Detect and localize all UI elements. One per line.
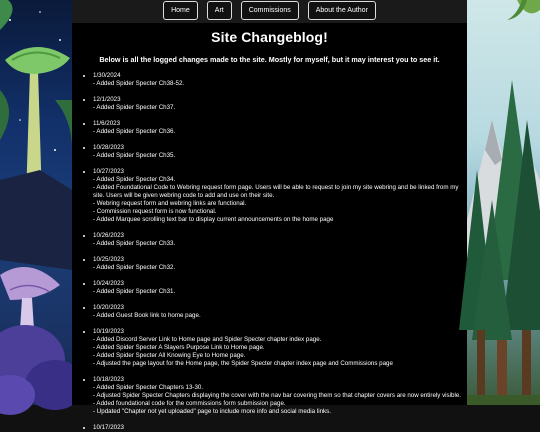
entry-change-line: - Added Spider Specter Ch37. — [93, 104, 176, 111]
changelog-entry — [93, 120, 467, 136]
page-intro: Below is all the logged changes made to the site. Mostly for myself, but it may interest you to see it. — [99, 55, 440, 64]
entry-change-line: - Added Spider Specter All Knowing Eye to Home page. — [93, 352, 246, 359]
entry-change-line: - Added Discord Server Link to Home page and Spider Specter chapter index page. — [93, 336, 322, 343]
changelog-list — [72, 72, 467, 432]
entry-change-line: - Added Spider Specter Ch33. — [93, 240, 176, 247]
changelog-entry — [93, 424, 467, 432]
entry-date: • 10/27/2023 — [93, 168, 124, 175]
changelog-entry — [93, 144, 467, 160]
nav-commissions-button[interactable]: Commissions — [241, 1, 299, 20]
entry-change-line: - Added Spider Specter Ch38-52. — [93, 80, 185, 87]
changelog-entry — [93, 328, 467, 368]
changelog-entry — [93, 72, 467, 88]
right-decorative-artwork — [467, 0, 540, 405]
entry-change-line: - Webring request form and webring links are functional. — [93, 200, 247, 207]
entry-date: • 10/20/2023 — [93, 304, 124, 311]
entry-date: • 10/24/2023 — [93, 280, 124, 287]
entry-change-line: - Added Spider Specter Ch31. — [93, 288, 176, 295]
changelog-entry — [93, 168, 467, 224]
entry-change-line: - Adjusted the page layout for the Home page, the Spider Specter chapter index page and Commissions page — [93, 360, 393, 367]
page-title: Site Changeblog! — [211, 29, 328, 45]
nav-art-button[interactable]: Art — [207, 1, 232, 20]
top-nav-bar — [72, 0, 467, 23]
changelog-entry — [93, 376, 467, 416]
mountain-forest-illustration — [467, 0, 540, 405]
entry-date: • 10/19/2023 — [93, 328, 124, 335]
entry-change-line: - Added Spider Specter Ch35. — [93, 152, 176, 159]
entry-change-line: - Added foundational code for the commissions form submission page. — [93, 400, 286, 407]
entry-date: • 10/28/2023 — [93, 144, 124, 151]
entry-date: • 12/1/2023 — [93, 96, 121, 103]
entry-change-line: - Adjusted Spider Specter Chapters displaying the cover with the nav bar covering them so that chapter covers are now entirely visible. — [93, 392, 462, 399]
changelog-entry — [93, 96, 467, 112]
nav-home-button[interactable]: Home — [163, 1, 198, 20]
entry-date: • 10/17/2023 — [93, 424, 124, 431]
entry-date: • 10/26/2023 — [93, 232, 124, 239]
entry-date: • 11/6/2023 — [93, 120, 121, 127]
entry-date: • 10/25/2023 — [93, 256, 124, 263]
entry-date: • 1/30/2024 — [93, 72, 121, 79]
entry-date: • 10/18/2023 — [93, 376, 124, 383]
entry-change-line: - Added Guest Book link to home page. — [93, 312, 201, 319]
left-decorative-artwork — [0, 0, 72, 405]
entry-change-line: - Added Spider Specter Chapters 13-30. — [93, 384, 204, 391]
entry-change-line: - Added Spider Specter Ch32. — [93, 264, 176, 271]
entry-change-line: - Updated "Chapter not yet uploaded" page to include more info and social media links. — [93, 408, 331, 415]
fantasy-landscape-illustration — [0, 0, 72, 405]
main-content — [72, 0, 467, 431]
entry-change-line: - Added Spider Specter Ch34. — [93, 176, 176, 183]
entry-change-line: - Added Spider Specter Ch36. — [93, 128, 176, 135]
entry-change-line: - Added Spider Specter A Slayers Purpose Link to Home page. — [93, 344, 265, 351]
changelog-entry — [93, 304, 467, 320]
entry-change-line: - Added Marquee scrolling text bar to display current announcements on the home page — [93, 216, 334, 223]
changelog-entry — [93, 232, 467, 248]
changelog-entry — [93, 280, 467, 296]
entry-change-line: - Commission request form is now functional. — [93, 208, 217, 215]
changelog-entry — [93, 256, 467, 272]
entry-change-line: - Added Foundational Code to Webring request form page. Users will be able to request to join my site webring and be linked from my site. Users will be given webring code to add and use on their site. — [93, 184, 459, 199]
nav-about-author-button[interactable]: About the Author — [308, 1, 376, 20]
